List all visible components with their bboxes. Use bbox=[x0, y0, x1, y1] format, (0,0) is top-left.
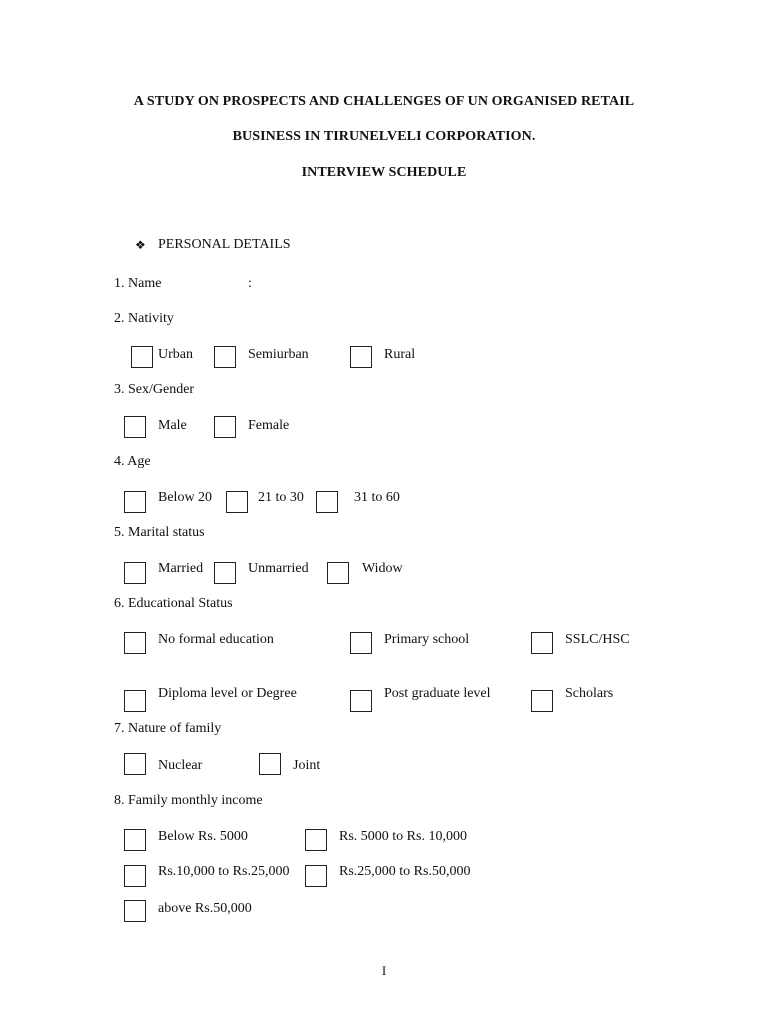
checkbox-female[interactable] bbox=[214, 416, 236, 438]
option-label: Post graduate level bbox=[384, 686, 491, 701]
checkbox-widow[interactable] bbox=[327, 562, 349, 584]
checkbox-married[interactable] bbox=[124, 562, 146, 584]
option-label: Rs. 5000 to Rs. 10,000 bbox=[339, 829, 467, 844]
checkbox-sslc-hsc[interactable] bbox=[531, 632, 553, 654]
option-label: Widow bbox=[362, 561, 403, 576]
question-label: 4. Age bbox=[114, 454, 151, 469]
question-label: 6. Educational Status bbox=[114, 596, 233, 611]
option-label: No formal education bbox=[158, 632, 274, 647]
checkbox-semiurban[interactable] bbox=[214, 346, 236, 368]
checkbox-primary-school[interactable] bbox=[350, 632, 372, 654]
checkbox-scholars[interactable] bbox=[531, 690, 553, 712]
page-number: I bbox=[381, 963, 387, 978]
checkbox-diploma-or-degree[interactable] bbox=[124, 690, 146, 712]
checkbox-joint[interactable] bbox=[259, 753, 281, 775]
option-label: Nuclear bbox=[158, 758, 203, 773]
option-label: Rural bbox=[384, 347, 416, 362]
title-line-1: A STUDY ON PROSPECTS AND CHALLENGES OF UN ORGANISED RETAIL bbox=[133, 94, 635, 109]
question-label: 7. Nature of family bbox=[114, 721, 222, 736]
option-label: Scholars bbox=[565, 686, 614, 701]
option-label: Below Rs. 5000 bbox=[158, 829, 248, 844]
option-label: Joint bbox=[293, 758, 321, 773]
checkbox-urban[interactable] bbox=[131, 346, 153, 368]
checkbox-rural[interactable] bbox=[350, 346, 372, 368]
name-colon: : bbox=[248, 276, 252, 291]
diamond-bullet-icon: ❖ bbox=[135, 238, 146, 252]
checkbox-25000-to-50000[interactable] bbox=[305, 865, 327, 887]
checkbox-21-to-30[interactable] bbox=[226, 491, 248, 513]
checkbox-nuclear[interactable] bbox=[124, 753, 146, 775]
option-label: Semiurban bbox=[248, 347, 309, 362]
checkbox-above-50000[interactable] bbox=[124, 900, 146, 922]
title-line-3: INTERVIEW SCHEDULE bbox=[301, 165, 467, 180]
option-label: above Rs.50,000 bbox=[158, 901, 252, 916]
option-label: SSLC/HSC bbox=[565, 632, 630, 647]
option-label: Rs.25,000 to Rs.50,000 bbox=[339, 864, 471, 879]
checkbox-31-to-60[interactable] bbox=[316, 491, 338, 513]
checkbox-no-formal-education[interactable] bbox=[124, 632, 146, 654]
question-label: 5. Marital status bbox=[114, 525, 205, 540]
checkbox-below-20[interactable] bbox=[124, 491, 146, 513]
option-label: Primary school bbox=[384, 632, 470, 647]
checkbox-below-5000[interactable] bbox=[124, 829, 146, 851]
option-label: Diploma level or Degree bbox=[158, 686, 297, 701]
section-heading: PERSONAL DETAILS bbox=[158, 237, 291, 252]
question-label: 8. Family monthly income bbox=[114, 793, 263, 808]
title-line-2: BUSINESS IN TIRUNELVELI CORPORATION. bbox=[232, 129, 536, 144]
checkbox-unmarried[interactable] bbox=[214, 562, 236, 584]
option-label: Below 20 bbox=[158, 490, 213, 505]
checkbox-post-graduate[interactable] bbox=[350, 690, 372, 712]
option-label: Male bbox=[158, 418, 187, 433]
checkbox-male[interactable] bbox=[124, 416, 146, 438]
option-label: 31 to 60 bbox=[354, 490, 400, 505]
option-label: Female bbox=[248, 418, 290, 433]
checkbox-5000-to-10000[interactable] bbox=[305, 829, 327, 851]
option-label: Unmarried bbox=[248, 561, 309, 576]
question-label: 1. Name bbox=[114, 276, 162, 291]
question-label: 2. Nativity bbox=[114, 311, 174, 326]
question-label: 3. Sex/Gender bbox=[114, 382, 195, 397]
option-label: Urban bbox=[158, 347, 193, 362]
option-label: Married bbox=[158, 561, 204, 576]
option-label: Rs.10,000 to Rs.25,000 bbox=[158, 864, 290, 879]
option-label: 21 to 30 bbox=[258, 490, 304, 505]
checkbox-10000-to-25000[interactable] bbox=[124, 865, 146, 887]
